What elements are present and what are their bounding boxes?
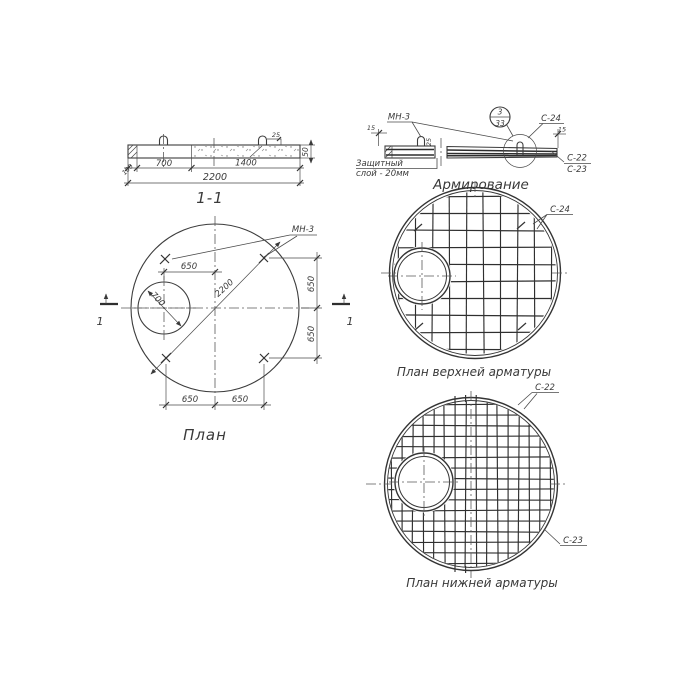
svg-text:1: 1 [346, 315, 354, 328]
dim-hook-offset [267, 131, 281, 145]
dim-label: 1400 [235, 158, 257, 169]
concrete-texture [192, 146, 299, 157]
dim-top-650 [158, 262, 222, 280]
mesh-anchor-hook-icon [517, 142, 523, 155]
reinforcement-detail-view [356, 107, 591, 193]
dim-label: 25 [425, 137, 433, 147]
svg-text:650: 650 [231, 395, 249, 405]
dim-thickness [300, 140, 315, 163]
dim-right-650 [269, 252, 322, 364]
svg-text:650: 650 [307, 325, 317, 343]
svg-text:15: 15 [366, 124, 376, 132]
dim-label: 25 [271, 131, 281, 139]
section-mark-right [332, 294, 354, 328]
lifting-loop-icon [259, 136, 267, 145]
hatch-left-end [128, 145, 137, 158]
top-rebar-view [381, 182, 573, 379]
view-title: Армирование [433, 177, 529, 193]
dim-15-left [367, 124, 387, 146]
dim-15-right [553, 126, 566, 149]
dim-row-2 [124, 172, 304, 186]
svg-text:С-22: С-22 [535, 383, 555, 393]
svg-text:С-24: С-24 [550, 205, 570, 215]
view-title: План верхней арматуры [396, 365, 552, 379]
label-c23-bottom-plan [544, 529, 587, 546]
svg-text:650: 650 [180, 262, 198, 272]
section-mark-left [97, 294, 119, 328]
bottom-rebar-view [366, 383, 587, 590]
svg-text:С-23: С-23 [567, 165, 587, 175]
label-c22-bottom-plan [518, 383, 559, 409]
callout-sheet: 33 [495, 119, 505, 128]
label-mn3-plan [172, 225, 317, 259]
svg-text:С-24: С-24 [541, 114, 561, 124]
svg-text:650: 650 [307, 275, 317, 293]
plan-view [97, 216, 354, 444]
svg-text:1: 1 [96, 315, 104, 328]
dim-label: 2200 [202, 172, 228, 183]
dim-label: 2200 [213, 277, 237, 300]
svg-text:Защитный: Защитный [356, 159, 403, 169]
dim-label: 700 [148, 290, 167, 309]
svg-text:15: 15 [557, 125, 567, 134]
svg-text:С-22: С-22 [567, 153, 587, 164]
section-title: 1-1 [196, 189, 224, 207]
dim-label: 700 [155, 159, 173, 169]
detail-callout [490, 107, 513, 136]
section-1-1-view [120, 131, 315, 207]
dim-label: 100 [120, 162, 135, 177]
svg-text:МН-3: МН-3 [291, 225, 315, 235]
svg-text:слой - 20мм: слой - 20мм [356, 169, 409, 179]
svg-text:МН-3: МН-3 [387, 112, 411, 123]
svg-text:650: 650 [181, 395, 199, 405]
cover-note [356, 158, 437, 179]
view-title: План [183, 426, 227, 444]
callout-number: 3 [497, 107, 503, 117]
lifting-loop-icon [418, 137, 425, 147]
view-title: План нижней арматуры [406, 576, 558, 590]
dim-label: 50 [301, 147, 310, 157]
svg-text:С-23: С-23 [563, 536, 583, 546]
